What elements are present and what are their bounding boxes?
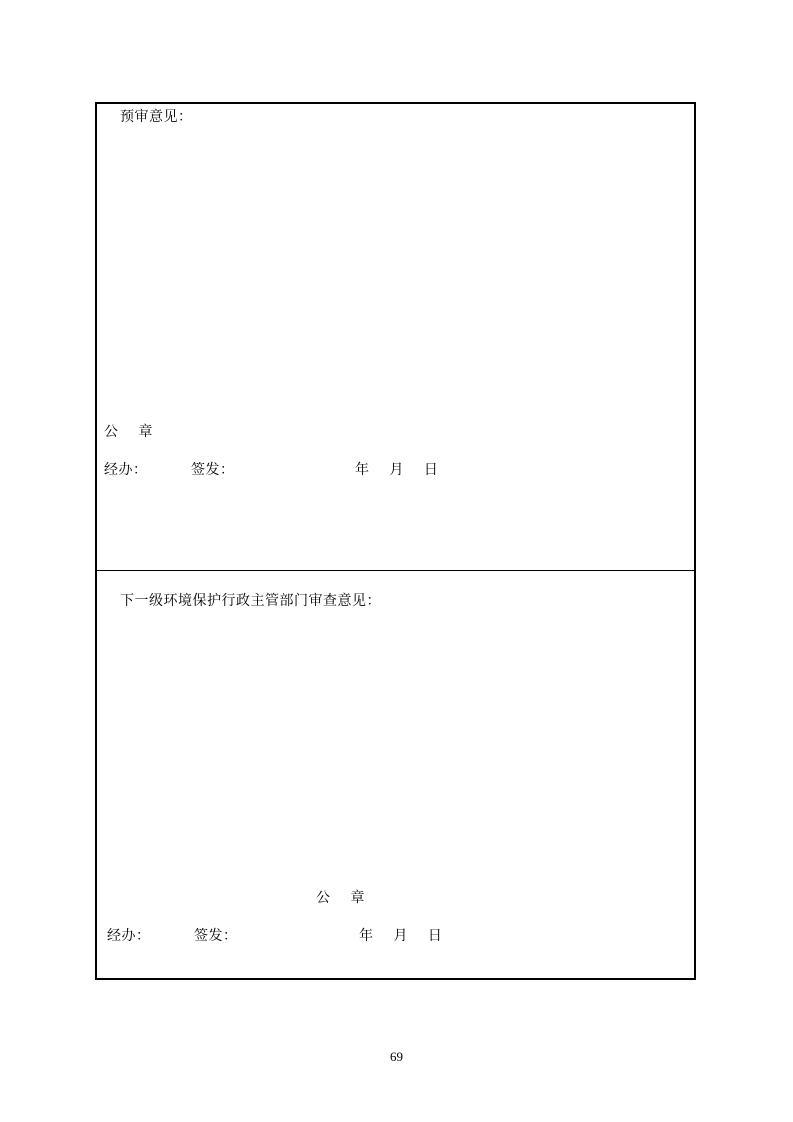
lower-authority-opinion-heading: 下一级环境保护行政主管部门审查意见： [120, 593, 381, 609]
pre-review-seal-label: 公 章 [104, 424, 161, 440]
lower-authority-seal-label: 公 章 [316, 890, 373, 906]
lower-authority-handler-label: 经办： [107, 928, 151, 944]
page-number: 69 [390, 1049, 403, 1064]
pre-review-opinion-heading: 预审意见： [120, 109, 193, 125]
lower-authority-date-label: 年 月 日 [359, 928, 450, 944]
pre-review-handler-label: 经办： [104, 462, 148, 478]
review-form-table [95, 102, 696, 980]
section-divider [97, 570, 694, 571]
pre-review-date-label: 年 月 日 [355, 462, 446, 478]
lower-authority-signer-label: 签发： [194, 928, 238, 944]
pre-review-signer-label: 签发： [191, 462, 235, 478]
